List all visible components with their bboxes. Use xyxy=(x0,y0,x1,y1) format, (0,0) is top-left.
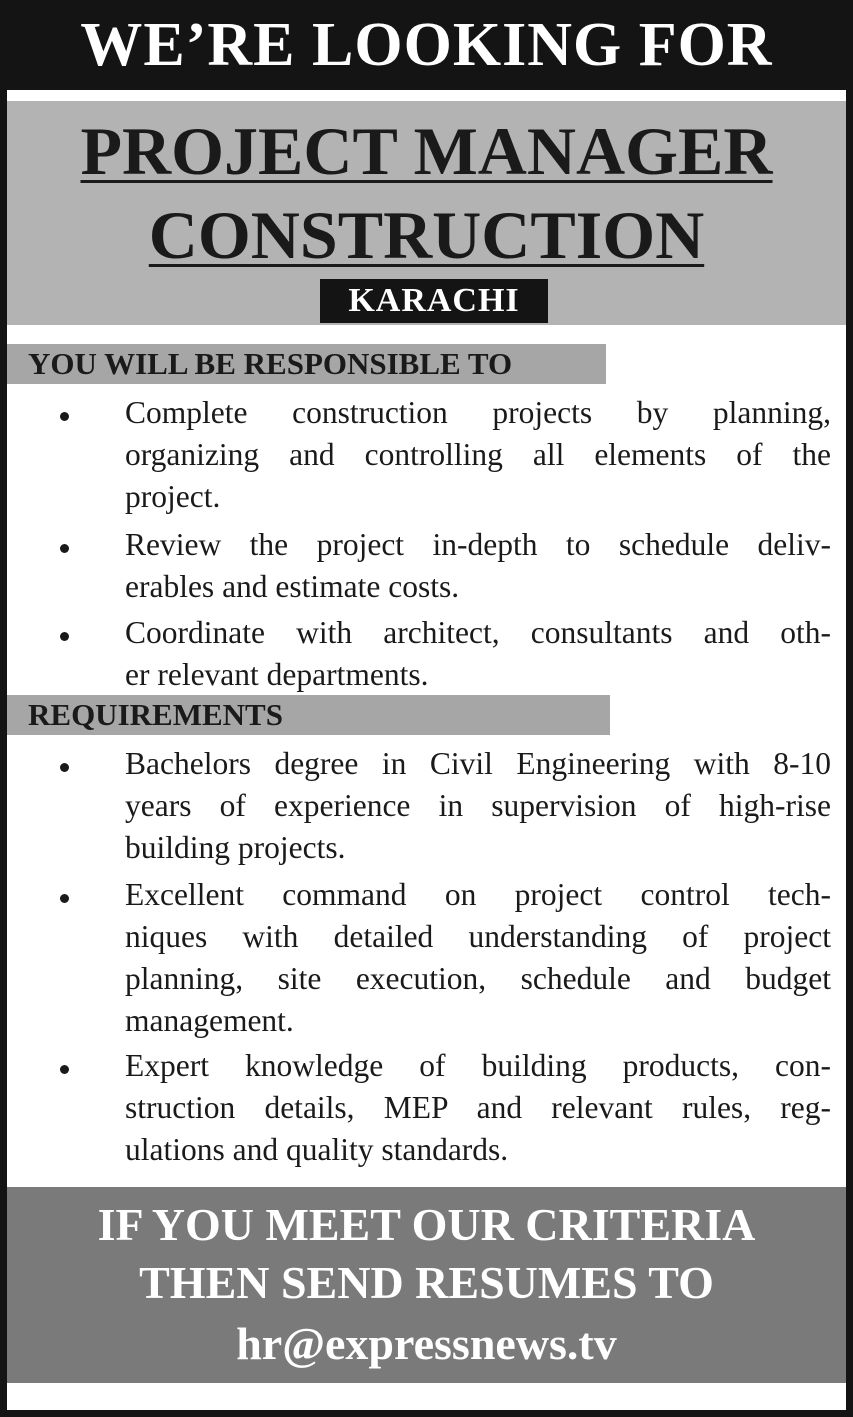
requirements-heading: REQUIREMENTS xyxy=(7,695,610,735)
bullet-icon xyxy=(60,544,69,553)
list-item-line: Bachelors degree in Civil Engineering with 8-10 xyxy=(125,746,831,781)
headline-text: WE’RE LOOKING FOR xyxy=(80,10,773,79)
bullet-icon xyxy=(60,632,69,641)
list-item-line: Coordinate with architect, consultants and oth- xyxy=(125,615,831,650)
bullet-icon xyxy=(60,763,69,772)
job-title-line2: CONSTRUCTION xyxy=(148,197,705,273)
list-item-line: building projects. xyxy=(125,830,346,865)
list-item-line: er relevant departments. xyxy=(125,657,429,692)
list-item-line: management. xyxy=(125,1003,294,1038)
list-item-line: Complete construction projects by planning, xyxy=(125,395,831,430)
bullet-icon xyxy=(60,894,69,903)
contact-email: hr@expressnews.tv xyxy=(236,1318,617,1369)
list-item-line: erables and estimate costs. xyxy=(125,569,460,604)
list-item-line: years of experience in supervision of high-rise xyxy=(125,788,831,823)
list-item-line: struction details, MEP and relevant rules, reg- xyxy=(125,1090,831,1125)
cta-line2: THEN SEND RESUMES TO xyxy=(139,1257,714,1308)
bullet-icon xyxy=(60,412,69,421)
list-item-line: Expert knowledge of building products, con- xyxy=(125,1048,831,1083)
list-item-line: ulations and quality standards. xyxy=(125,1132,509,1167)
list-item-line: project. xyxy=(125,479,221,514)
cta-line1: IF YOU MEET OUR CRITERIA xyxy=(97,1199,756,1250)
job-title-line1: PROJECT MANAGER xyxy=(80,113,773,189)
bullet-icon xyxy=(60,1065,69,1074)
responsibilities-heading: YOU WILL BE RESPONSIBLE TO xyxy=(7,344,606,384)
call-to-action-panel xyxy=(7,1187,846,1383)
list-item-line: Excellent command on project control tech- xyxy=(125,877,831,912)
list-item-line: organizing and controlling all elements of the xyxy=(125,437,831,472)
job-title-panel xyxy=(7,101,846,325)
list-item-line: niques with detailed understanding of project xyxy=(125,919,831,954)
location-badge: KARACHI xyxy=(320,279,548,323)
list-item-line: Review the project in-depth to schedule deliv- xyxy=(125,527,831,562)
headline-banner xyxy=(0,0,853,90)
list-item-line: planning, site execution, schedule and budget xyxy=(125,961,831,996)
